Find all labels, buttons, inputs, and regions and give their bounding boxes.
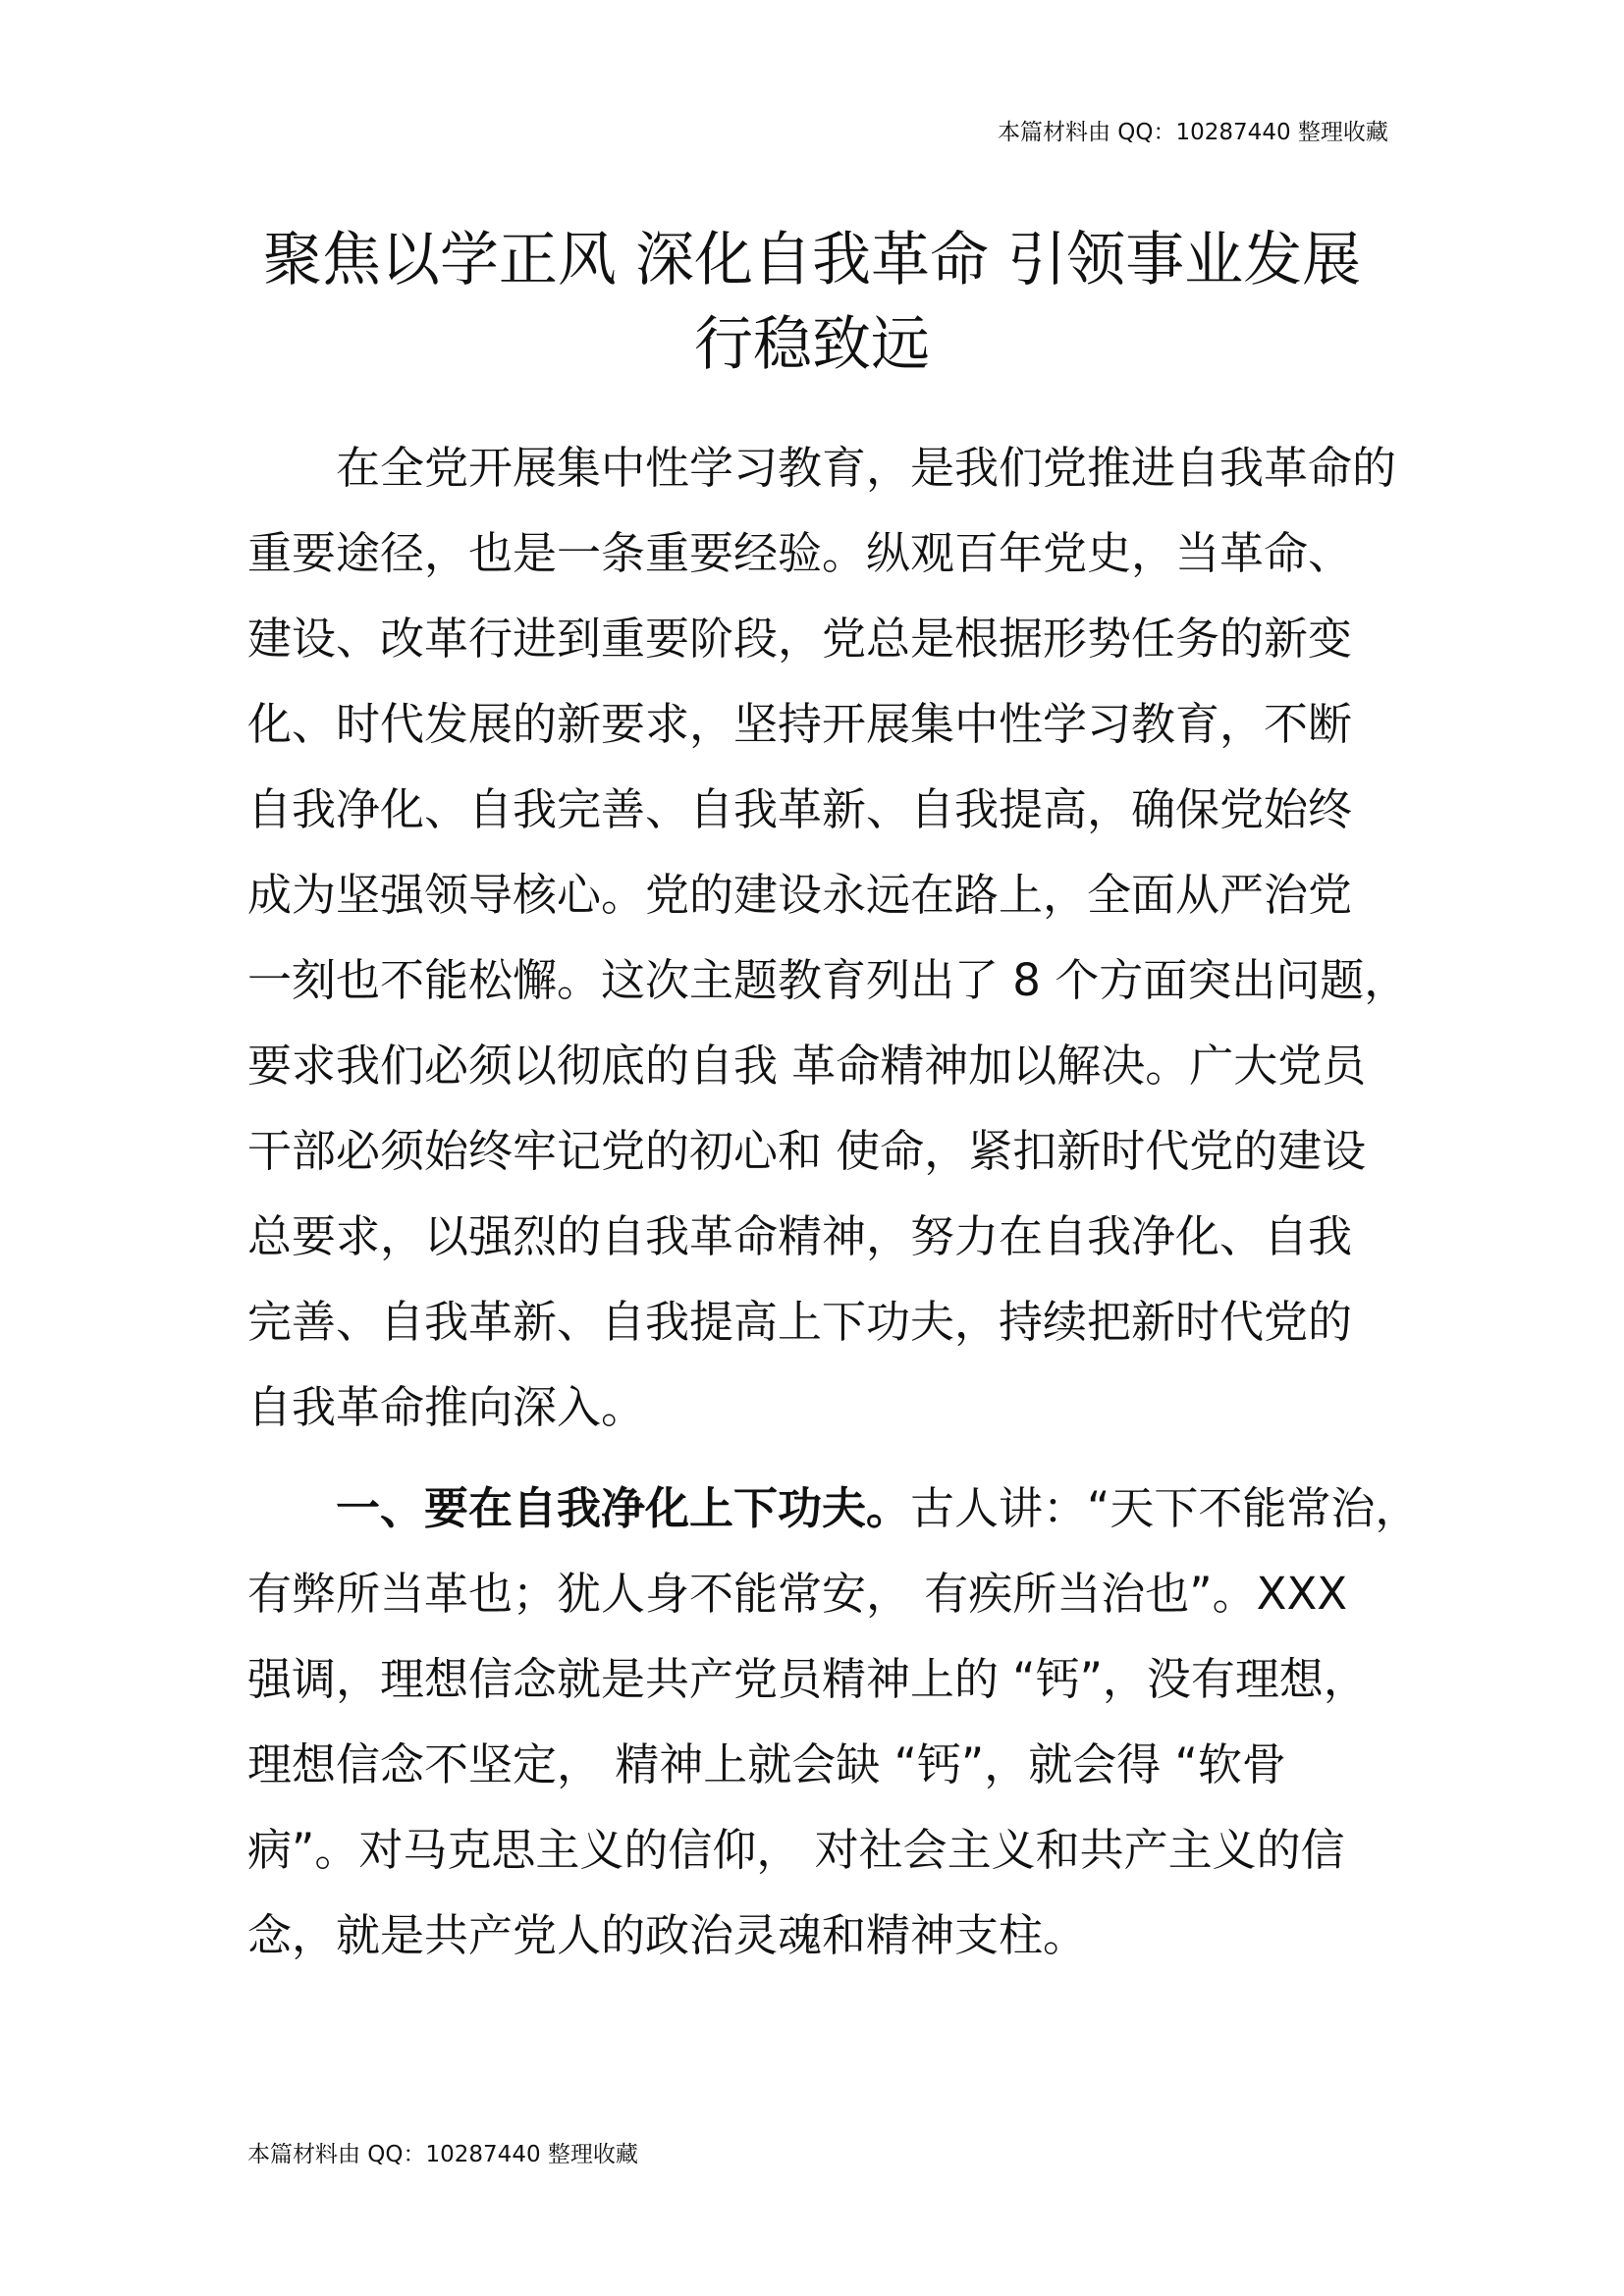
paragraph-line	[247, 1466, 1420, 1551]
paragraph-section-1	[247, 1466, 1420, 1978]
title-line-2: 行稳致远	[694, 310, 930, 379]
paragraph-line: 强调，理想信念就是共产党员精神上的 “钙”，没有理想，	[247, 1653, 1368, 1705]
paragraph-line: 自我净化、自我完善、自我革新、自我提高，确保党始终	[247, 783, 1353, 835]
paragraph-line: 一刻也不能松懈。这次主题教育列出了 8 个方面突出问题，	[247, 954, 1409, 1006]
paragraph-line: 化、时代发展的新要求，坚持开展集中性学习教育，不断	[247, 698, 1353, 750]
paragraph-line: 重要途径，也是一条重要经验。纵观百年党史，当革命、	[247, 527, 1353, 579]
paragraph-line: 自我革命推向深入。	[247, 1381, 646, 1433]
paragraph-line: 干部必须始终牢记党的初心和 使命，紧扣新时代党的建设	[247, 1125, 1367, 1177]
paragraph-intro	[247, 425, 1409, 1450]
paragraph-line: 理想信念不坚定， 精神上就会缺 “钙”，就会得 “软骨	[247, 1738, 1286, 1790]
document-title	[196, 218, 1428, 387]
paragraph-line: 完善、自我革新、自我提高上下功夫，持续把新时代党的	[247, 1296, 1353, 1348]
header-source-note: 本篇材料由 QQ：10287440 整理收藏	[998, 120, 1388, 145]
paragraph-line: 念，就是共产党人的政治灵魂和精神支柱。	[247, 1909, 1088, 1961]
section-1-first-line: 古人讲：“天下不能常治，	[910, 1482, 1420, 1534]
paragraph-line: 建设、改革行进到重要阶段，党总是根据形势任务的新变	[247, 613, 1353, 665]
paragraph-line: 成为坚强领导核心。党的建设永远在路上，全面从严治党	[247, 869, 1353, 921]
paragraph-line: 有弊所当革也；犹人身不能常安， 有疾所当治也”。XXX	[247, 1568, 1348, 1620]
footer-source-note: 本篇材料由 QQ：10287440 整理收藏	[247, 2142, 638, 2167]
document-body	[247, 425, 1420, 1978]
paragraph-line: 要求我们必须以彻底的自我 革命精神加以解决。广大党员	[247, 1040, 1367, 1092]
section-1-heading: 一、要在自我净化上下功夫。	[336, 1482, 911, 1534]
paragraph-line: 在全党开展集中性学习教育，是我们党推进自我革命的	[336, 442, 1397, 494]
paragraph-line: 总要求，以强烈的自我革命精神，努力在自我净化、自我	[247, 1210, 1353, 1262]
title-line-1: 聚焦以学正风 深化自我革命 引领事业发展	[262, 226, 1362, 294]
paragraph-line: 病”。对马克思主义的信仰， 对社会主义和共产主义的信	[247, 1824, 1345, 1876]
